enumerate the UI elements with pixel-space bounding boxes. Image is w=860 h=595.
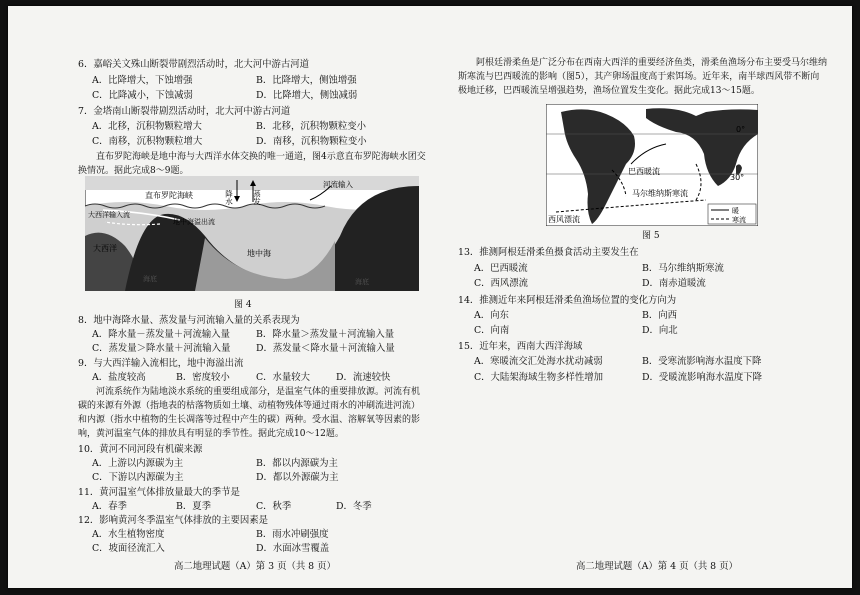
label-seabed-1: 海底 [143,275,157,283]
q12-option-b: B．雨水冲刷强度 [256,529,329,540]
q11-option-b: B．夏季 [176,501,212,512]
q10-option-a: A．上游以内源碳为主 [92,458,184,469]
q12-option-a: A．水生植物密度 [92,529,165,540]
label-brazil-current: 巴西暖流 [628,167,660,176]
legend-warm: 暖 [732,207,739,215]
q10-option-b: B．都以内源碳为主 [256,458,338,469]
q15-option-c: C．大陆架海域生物多样性增加 [474,372,604,383]
intro-paragraph-13-15: 阿根廷滑柔鱼是广泛分布在西南大西洋的重要经济鱼类，滑柔鱼渔场分布主要受马尔维纳斯寒流与巴西暖流的影响（图5），其产卵场温度高于索饵场。近年来，南半球西风带不断向极地迁移，巴西暖流呈增强趋势，渔场位置发生变化。据此完成13～15题。 [458,58,828,96]
q9-option-d: D．流速较快 [336,372,391,383]
q13-option-c: C．西风漂流 [474,278,529,289]
question-12-stem: 12．影响黄河冬季温室气体排放的主要因素是 [78,515,269,526]
question-13-stem: 13．推测阿根廷滑柔鱼摄食活动主要发生在 [458,247,639,258]
legend-cold: 寒流 [732,216,746,224]
figure-5-caption: 图 5 [642,231,660,241]
q9-option-b: B．密度较小 [176,372,230,383]
q13-option-a: A．巴西暖流 [474,263,528,274]
figure-4-caption: 图 4 [234,300,252,310]
label-west-wind-drift: 西风漂流 [548,215,580,224]
q6-option-a: A．比降增大，下蚀增强 [92,75,193,86]
label-atlantic-inflow: 大西洋输入流 [88,211,130,219]
figure-4-diagram [85,176,419,291]
q11-option-c: C．秋季 [256,501,292,512]
q10-option-d: D．都以外源碳为主 [256,472,339,483]
question-11-stem: 11．黄河温室气体排放量最大的季节是 [78,487,240,498]
q8-option-c: C．蒸发量＞降水量＋河流输入量 [92,343,231,354]
label-precipitation: 降水 [224,190,234,205]
question-9-stem: 9．与大西洋输入流相比，地中海溢出流 [78,358,244,369]
label-atlantic: 大西洋 [93,244,117,253]
q15-option-a: A．寒暖流交汇处海水扰动减弱 [474,356,603,367]
q6-option-c: C．比降减小，下蚀减弱 [92,90,193,101]
intro-paragraph-10-12: 河流系统作为陆地淡水系统的重要组成部分，是温室气体的重要排放源。河流有机碳的来源有外源（指地表的枯落物质如土壤、动植物残体等通过雨水的冲刷流进河流）和内源（指水中植物的生长凋落等过程中产生的碳）两种。受水温、溶解氧等因素的影响，黄河温室气体的排放具有明显的季节性。据此完成10～12题。 [78,387,421,439]
q8-option-a: A．降水量－蒸发量＋河流输入量 [92,329,231,340]
q14-option-d: D．向北 [642,325,678,336]
question-6-stem: 6．嘉峪关文殊山断裂带剧烈活动时，北大河中游古河道 [78,59,309,70]
q10-option-c: C．下游以内源碳为主 [92,472,184,483]
left-page-footer: 高二地理试题（A）第 3 页（共 8 页） [174,561,336,572]
q14-option-a: A．向东 [474,310,509,321]
q12-option-c: C．坡面径流汇入 [92,543,165,554]
q7-option-d: D．南移，沉积物颗粒变小 [256,136,367,147]
q6-option-d: D．比降增大，侧蚀减弱 [256,90,358,101]
q8-option-d: D．蒸发量＜降水量＋河流输入量 [256,343,395,354]
label-mediterranean: 地中海 [247,249,271,258]
exam-page [8,6,852,588]
question-14-stem: 14．推测近年来阿根廷滑柔鱼渔场位置的变化方向为 [458,295,677,306]
label-malvinas-current: 马尔维纳斯寒流 [632,189,688,198]
label-seabed-2: 海底 [355,278,369,286]
q13-option-d: D．南赤道暖流 [642,278,706,289]
q12-option-d: D．水面冰雪覆盖 [256,543,330,554]
label-evaporation: 蒸发 [252,190,262,205]
q9-option-c: C．水量较大 [256,372,311,383]
q15-option-b: B．受寒流影响海水温度下降 [642,356,762,367]
question-7-stem: 7．金塔南山断裂带剧烈活动时，北大河中游古河道 [78,106,291,117]
question-10-stem: 10．黄河不同河段有机碳来源 [78,444,203,455]
q11-option-d: D．冬季 [336,501,372,512]
q14-option-b: B．向西 [642,310,678,321]
q6-option-b: B．比降增大，侧蚀增强 [256,75,357,86]
q13-option-b: B．马尔维纳斯寒流 [642,263,724,274]
intro-paragraph-8-9: 直布罗陀海峡是地中海与大西洋水体交换的唯一通道，图4示意直布罗陀海峡水团交换情况。据此完成8～9题。 [78,152,426,176]
label-latitude-0: 0° [736,125,746,134]
question-15-stem: 15．近年来，西南大西洋海域 [458,341,583,352]
q8-option-b: B．降水量＞蒸发量＋河流输入量 [256,329,395,340]
q7-option-b: B．北移，沉积物颗粒变小 [256,121,367,132]
right-page-footer: 高二地理试题（A）第 4 页（共 8 页） [576,561,738,572]
figure-5-map [546,104,758,226]
q7-option-c: C．南移，沉积物颗粒增大 [92,136,203,147]
label-gibraltar-strait: 直布罗陀海峡 [145,191,193,200]
q9-option-a: A．盐度较高 [92,372,146,383]
q14-option-c: C．向南 [474,325,510,336]
q7-option-a: A．北移，沉积物颗粒增大 [92,121,202,132]
label-river-input: 河流输入 [323,180,353,189]
question-8-stem: 8．地中海降水量、蒸发量与河流输入量的关系表现为 [78,315,300,326]
q11-option-a: A．春季 [92,501,127,512]
label-latitude-30: 30° [730,173,745,182]
q15-option-d: D．受暖流影响海水温度下降 [642,372,763,383]
label-mediterranean-outflow: 地中海溢出流 [173,218,215,226]
